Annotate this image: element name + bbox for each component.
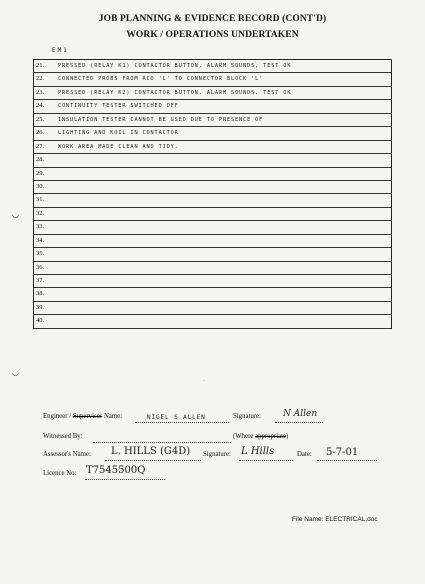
table-row xyxy=(34,87,391,100)
licence-value: T7545500Q xyxy=(86,465,146,476)
assessor-label: Assessor's Name: xyxy=(43,451,91,458)
page-title: JOB PLANNING & EVIDENCE RECORD (CONT'D) xyxy=(98,14,327,24)
table-row xyxy=(34,275,391,288)
engineer-signature-line xyxy=(275,422,323,423)
punch-hole-mark: ◡ xyxy=(12,210,19,219)
punch-hole-mark: ◡ xyxy=(12,368,19,377)
table-row xyxy=(34,235,391,248)
row-number: 23. xyxy=(36,88,45,96)
row-entry: PRESSED (RELAY K2) CONTACTOR BUTTON, ALARM SOUNDS, TEST OK xyxy=(58,89,292,96)
row-number: 36. xyxy=(36,263,45,271)
row-entry: LIGHTING AND KOIL IN CONTACTOR xyxy=(58,130,179,137)
table-row xyxy=(34,168,391,181)
file-name: File Name: ELECTRICAL.doc xyxy=(292,516,378,523)
row-number: 24. xyxy=(36,102,45,110)
row-entry: PRESSED (RELAY K1) CONTACTOR BUTTON, ALARM SOUNDS, TEST OK xyxy=(58,63,292,69)
engineer-name: NIGEL S ALLEN xyxy=(147,414,206,421)
table-row xyxy=(34,127,391,140)
page-subtitle: WORK / OPERATIONS UNDERTAKEN xyxy=(126,30,299,40)
table-row xyxy=(34,181,391,194)
table-row xyxy=(34,73,391,86)
row-number: 34. xyxy=(36,236,45,244)
licence-line xyxy=(85,479,165,480)
row-number: 35. xyxy=(36,250,45,258)
table-row xyxy=(34,154,391,167)
table-row xyxy=(34,60,391,73)
row-number: 38. xyxy=(36,290,45,298)
table-row xyxy=(34,262,391,275)
engineer-signature: N Allen xyxy=(283,409,318,419)
row-entry: CONTINUITY TESTER SWITCHED OFF xyxy=(58,103,179,110)
row-number: 32. xyxy=(36,209,45,217)
row-number: 25. xyxy=(36,115,45,123)
em-label: EM1 xyxy=(52,47,69,54)
table-row xyxy=(34,141,391,154)
row-number: 31. xyxy=(36,196,45,204)
witnessed-label: Witnessed By: xyxy=(43,433,83,440)
table-row xyxy=(34,194,391,207)
engineer-name-line xyxy=(135,422,229,423)
table-row xyxy=(34,248,391,261)
row-number: 37. xyxy=(36,277,45,284)
row-number: 21. xyxy=(36,62,45,69)
engineer-signature-label: Signature: xyxy=(233,413,261,420)
row-entry: CONNECTED PROBS FROM RCD 'L' TO CONNECTOR BLOCK 'L' xyxy=(58,76,264,83)
date-label: Date: xyxy=(297,451,312,458)
engineer-label: Engineer / Supervisor Name: xyxy=(43,413,123,420)
date-line xyxy=(317,460,377,461)
table-row xyxy=(34,221,391,234)
assessor-name-line xyxy=(105,460,201,461)
row-number: 29. xyxy=(36,169,45,177)
row-number: 27. xyxy=(36,142,45,150)
row-number: 40. xyxy=(36,317,45,325)
row-number: 26. xyxy=(36,129,45,137)
table-row xyxy=(34,208,391,221)
table-row xyxy=(34,315,391,328)
witnessed-line xyxy=(93,442,231,443)
operations-table xyxy=(33,59,392,329)
row-number: 33. xyxy=(36,223,45,231)
assessor-signature-label: Signature: xyxy=(203,451,231,458)
stray-mark: ´ xyxy=(198,378,206,386)
row-number: 30. xyxy=(36,182,45,190)
where-appropriate-label: (Where appropriate) xyxy=(233,433,289,440)
row-number: 39. xyxy=(36,303,45,311)
table-row xyxy=(34,288,391,301)
row-entry: INSULATION TESTER CANNOT BE USED DUE TO PRESENCE OF xyxy=(58,116,264,123)
row-number: 28. xyxy=(36,156,45,164)
assessor-signature: L Hills xyxy=(241,446,275,457)
date-value: 5-7-01 xyxy=(326,447,359,458)
table-row xyxy=(34,114,391,127)
row-entry: WORK AREA MADE CLEAN AND TIDY. xyxy=(58,143,179,150)
table-row xyxy=(34,302,391,315)
assessor-signature-line xyxy=(239,460,293,461)
assessor-name: L. HILLS (G4D) xyxy=(111,446,191,457)
licence-label: Licence No: xyxy=(43,470,77,477)
table-row xyxy=(34,100,391,113)
row-number: 22. xyxy=(36,75,45,83)
